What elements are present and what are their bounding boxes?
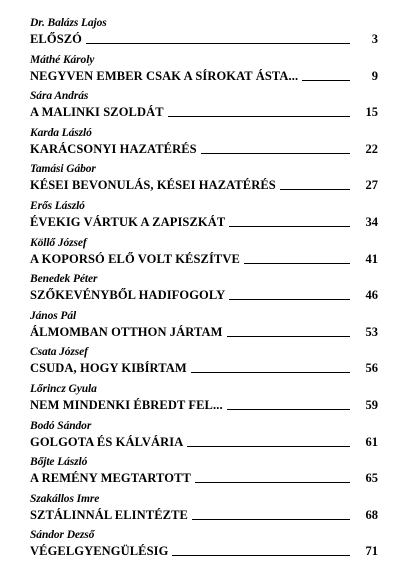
toc-entry (30, 383, 378, 420)
leader-line (229, 225, 350, 227)
entry-author: Szakállos Imre (30, 492, 100, 505)
entry-page-number: 41 (365, 251, 378, 266)
entry-title: ELŐSZÓ (30, 32, 83, 46)
entry-line (30, 103, 378, 120)
entry-title: CSUDA, HOGY KIBÍRTAM (30, 361, 187, 376)
entry-page-number: 22 (365, 141, 378, 156)
leader-line (302, 79, 350, 81)
entry-page-number: 71 (365, 544, 378, 559)
entry-author: Erős László (30, 199, 85, 212)
leader-line (187, 445, 350, 447)
entry-author: Máthé Károly (30, 53, 95, 66)
entry-line (30, 213, 378, 230)
entry-line (30, 433, 378, 450)
entry-page-number: 56 (365, 361, 378, 376)
toc-entry (30, 127, 378, 164)
entry-title: SZŐKEVÉNYBŐL HADIFOGOLY (30, 288, 226, 303)
toc-entry (30, 420, 378, 457)
leader-line (191, 371, 350, 373)
entry-title: A REMÉNY MEGTARTOTT (30, 471, 191, 486)
entry-line (30, 396, 378, 413)
entry-author: Dr. Balázs Lajos (30, 17, 107, 29)
toc-entry (30, 493, 378, 530)
entry-line (30, 67, 378, 84)
entry-author: Sándor Dezső (30, 529, 95, 542)
leader-line (227, 335, 351, 337)
leader-line (201, 152, 350, 154)
entry-line (30, 30, 378, 47)
entry-title: A MALINKI SZOLDÁT (30, 105, 164, 120)
entry-title: ÉVEKIG VÁRTUK A ZAPISZKÁT (30, 214, 226, 229)
toc-entry (30, 273, 378, 310)
entry-page-number: 53 (365, 324, 378, 339)
entry-author: János Pál (30, 309, 77, 322)
entry-title: NEM MINDENKI ÉBREDT FEL... (30, 397, 223, 412)
toc-entry (30, 163, 378, 200)
entry-page-number: 61 (365, 434, 378, 449)
entry-line (30, 469, 378, 486)
entry-page-number: 34 (365, 214, 378, 229)
entry-page-number: 27 (365, 178, 378, 193)
entry-title: GOLGOTA ÉS KÁLVÁRIA (30, 434, 184, 449)
entry-title: KÉSEI BEVONULÁS, KÉSEI HAZATÉRÉS (30, 178, 276, 193)
leader-line (172, 554, 350, 556)
toc-entry (30, 346, 378, 383)
toc-entry (30, 17, 378, 54)
entry-title: NEGYVEN EMBER CSAK A SÍROKAT ÁSTA... (30, 68, 299, 83)
entry-author: Sára András (30, 90, 89, 103)
entry-line (30, 542, 378, 559)
toc-entry (30, 54, 378, 91)
leader-line (229, 298, 350, 300)
entry-line (30, 286, 378, 303)
leader-line (195, 481, 350, 483)
toc-entry (30, 529, 378, 566)
entry-title: VÉGELGYENGÜLÉSIG (30, 544, 169, 559)
entry-title: SZTÁLINNÁL ELINTÉZTE (30, 507, 188, 522)
entry-line (30, 250, 378, 267)
entry-author: Bőjte László (30, 456, 88, 469)
entry-line (30, 506, 378, 523)
entry-page-number: 65 (365, 471, 378, 486)
entry-page-number: 46 (365, 288, 378, 303)
entry-title: ÁLMOMBAN OTTHON JÁRTAM (30, 324, 223, 339)
entry-line (30, 359, 378, 376)
entry-page-number: 59 (365, 397, 378, 412)
entry-author: Karda László (30, 126, 92, 139)
leader-line (168, 115, 350, 117)
entry-page-number: 68 (365, 507, 378, 522)
entry-line (30, 323, 378, 340)
leader-line (86, 42, 350, 44)
entry-author: Csata József (30, 346, 88, 359)
entry-author: Bodó Sándor (30, 419, 92, 432)
entry-line (30, 140, 378, 157)
toc-entry (30, 310, 378, 347)
entry-author: Benedek Péter (30, 273, 98, 286)
entry-page-number: 15 (365, 105, 378, 120)
leader-line (280, 188, 350, 190)
toc-entry (30, 237, 378, 274)
leader-line (227, 408, 350, 410)
leader-line (192, 518, 350, 520)
entry-page-number: 3 (371, 32, 378, 46)
leader-line (244, 262, 350, 264)
entry-author: Lőrincz Gyula (30, 382, 97, 395)
toc-entry (30, 200, 378, 237)
entry-line (30, 176, 378, 193)
entry-author: Tamási Gábor (30, 163, 96, 176)
table-of-contents (30, 17, 378, 566)
entry-title: A KOPORSÓ ELŐ VOLT KÉSZÍTVE (30, 251, 240, 266)
entry-title: KARÁCSONYI HAZATÉRÉS (30, 141, 197, 156)
toc-entry (30, 90, 378, 127)
toc-entry (30, 456, 378, 493)
entry-author: Köllő József (30, 236, 87, 249)
entry-page-number: 9 (371, 68, 378, 83)
